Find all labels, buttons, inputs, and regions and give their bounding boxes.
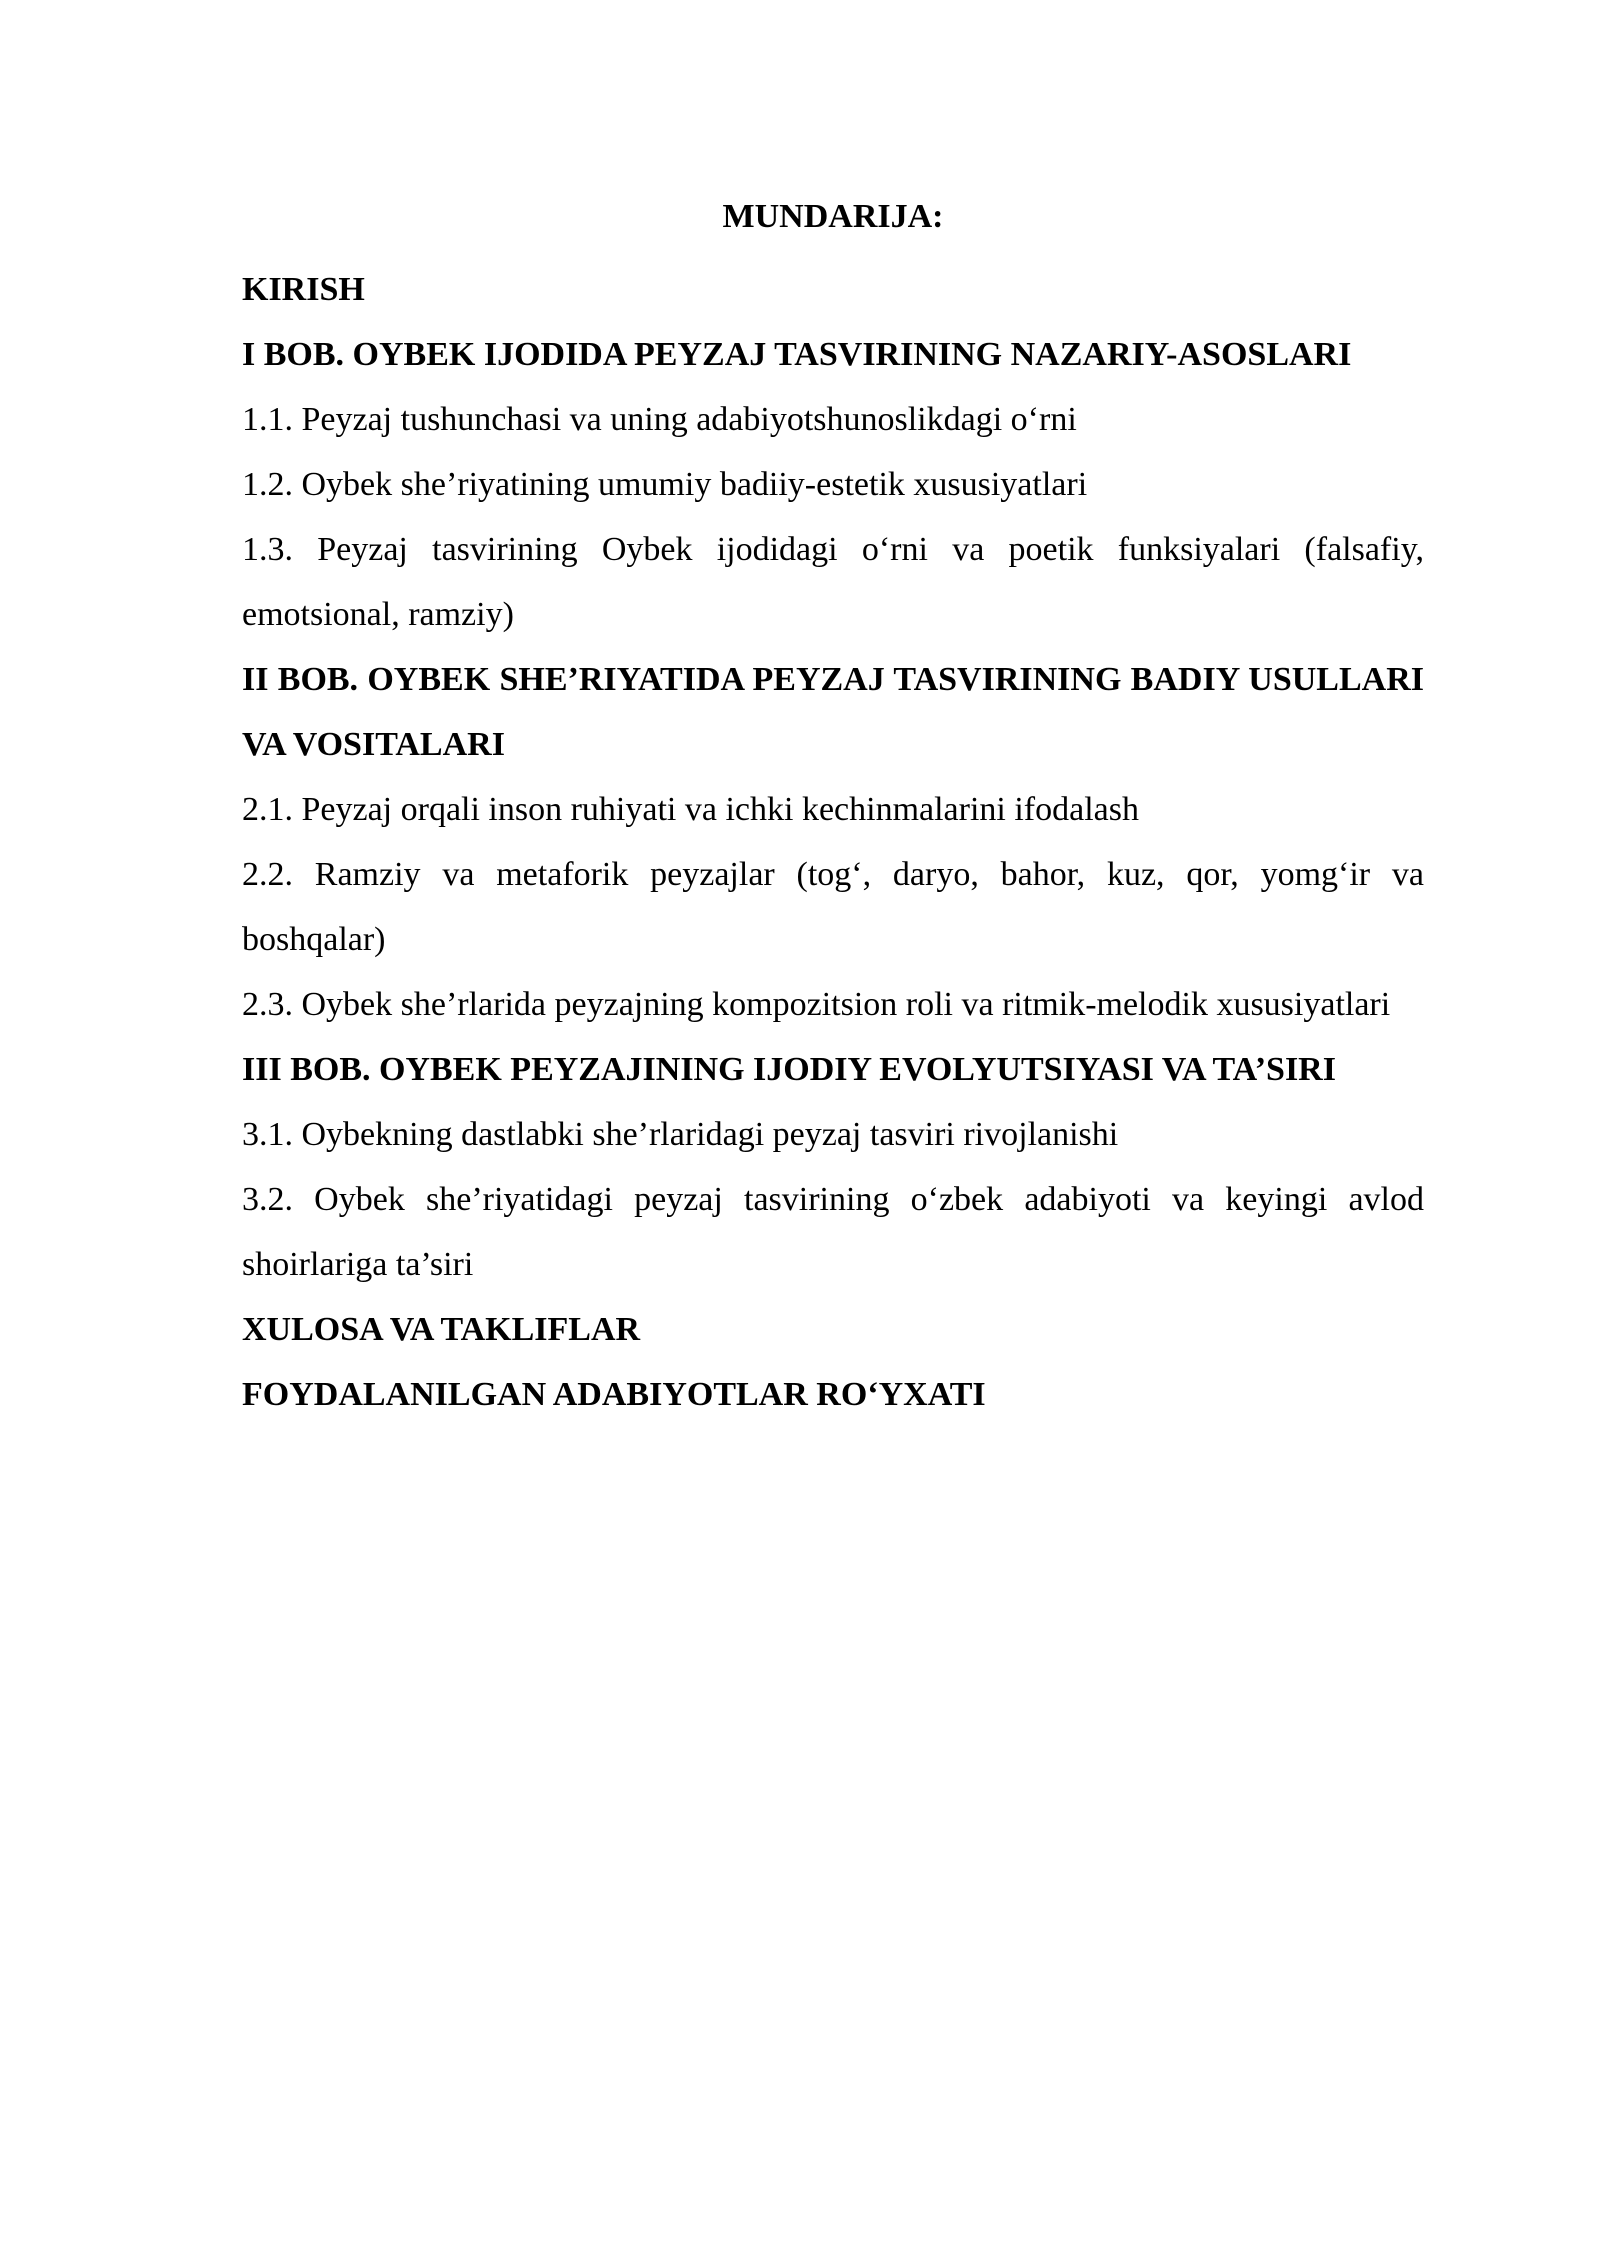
toc-entry-conclusion: XULOSA VA TAKLIFLAR [242, 1311, 641, 1348]
toc-section-1-2: 1.2. Oybek she’riyatining umumiy badiiy-estetik xususiyatlari [242, 466, 1088, 503]
toc-title: MUNDARIJA: [722, 198, 944, 235]
toc-section-1-3: 1.3. Peyzaj tasvirining Oybek ijodidagi o‘rni va poetik funksiyalari (falsafiy, emotsional, ramziy) [242, 531, 1424, 633]
toc-section-3-1: 3.1. Oybekning dastlabki she’rlaridagi peyzaj tasviri rivojlanishi [242, 1116, 1119, 1153]
toc-section-1-1: 1.1. Peyzaj tushunchasi va uning adabiyotshunoslikdagi o‘rni [242, 401, 1077, 438]
toc-section-2-2: 2.2. Ramziy va metaforik peyzajlar (tog‘, daryo, bahor, kuz, qor, yomg‘ir va boshqalar) [242, 856, 1424, 958]
table-of-contents [242, 192, 1424, 1427]
toc-section-2-1: 2.1. Peyzaj orqali inson ruhiyati va ichki kechinmalarini ifodalash [242, 791, 1139, 828]
toc-section-2-3: 2.3. Oybek she’rlarida peyzajning kompozitsion roli va ritmik-melodik xususiyatlari [242, 986, 1391, 1023]
toc-entry-references: FOYDALANILGAN ADABIYOTLAR RO‘YXATI [242, 1376, 986, 1413]
toc-entry-introduction: KIRISH [242, 271, 365, 308]
toc-chapter-3: III BOB. OYBEK PEYZAJINING IJODIY EVOLYUTSIYASI VA TA’SIRI [242, 1051, 1336, 1088]
toc-section-3-2: 3.2. Oybek she’riyatidagi peyzaj tasvirining o‘zbek adabiyoti va keyingi avlod shoirlariga ta’siri [242, 1181, 1424, 1283]
toc-chapter-1: I BOB. OYBEK IJODIDA PEYZAJ TASVIRINING NAZARIY-ASOSLARI [242, 336, 1352, 373]
toc-chapter-2: II BOB. OYBEK SHE’RIYATIDA PEYZAJ TASVIRINING BADIY USULLARI VA VOSITALARI [242, 661, 1424, 763]
